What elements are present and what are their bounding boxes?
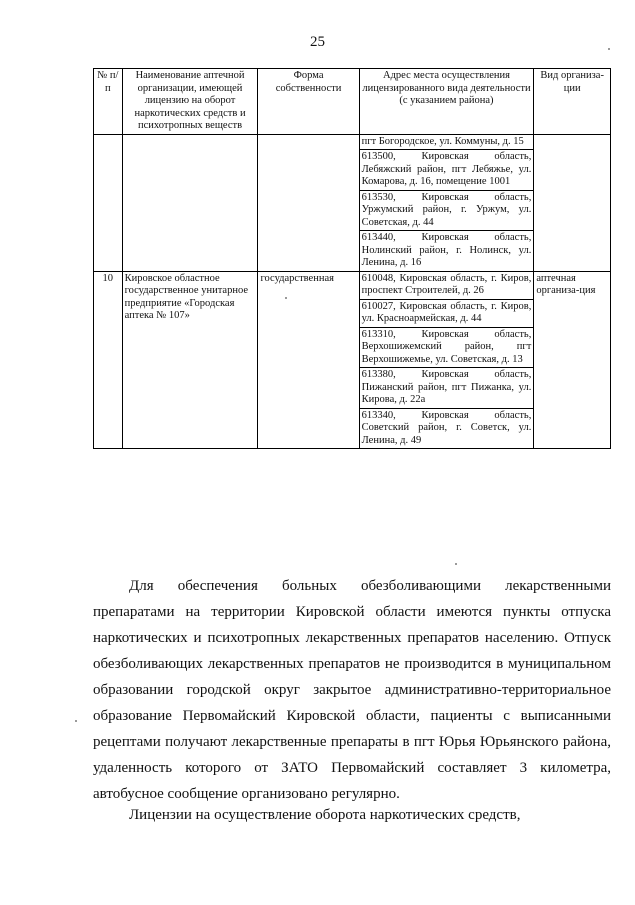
- address-cell: 613530, Кировская область, Уржумский район, г. Уржум, ул. Советская, д. 44: [359, 190, 534, 231]
- paragraph-text: Для обеспечения больных обезболивающими лекарственными препаратами на территории Кировской области имеются пункты отпуска наркотических и психотропных лекарственных препаратов населению. Отпуск обезболивающих лекарственных препаратов не производится в муниципальном образовании городской округ закрытое административно-территориальное образование Первомайский Кировской области, пациенты с выписанными рецептами получают лекарственные препараты в пгт Юрья Юрьянского района, удаленность которого от ЗАТО Первомайский составляет 3 километра, автобусное сообщение организовано регулярно.: [93, 578, 611, 802]
- table-header-row: [94, 69, 611, 135]
- address-cell: 610027, Кировская область, г. Киров, ул. Красноармейская, д. 44: [359, 299, 534, 327]
- header-ownership: Форма собственности: [258, 69, 359, 135]
- row-number: 10: [94, 271, 123, 449]
- scan-speck: [455, 563, 457, 565]
- address-cell: 610048, Кировская область, г. Киров, проспект Строителей, д. 26: [359, 271, 534, 299]
- address-cell: 613340, Кировская область, Советский район, г. Советск, ул. Ленина, д. 49: [359, 408, 534, 449]
- ownership-form: государственная: [258, 271, 359, 449]
- body-paragraph-continued: [93, 802, 611, 828]
- header-pharmacy-name: Наименование аптечной организации, имеющей лицензию на оборот наркотических средств и психотропных веществ: [122, 69, 258, 135]
- scan-speck: [608, 48, 610, 50]
- scan-speck: [285, 297, 287, 299]
- organization-type: аптечная организа-ция: [534, 271, 611, 449]
- address-cell: 613310, Кировская область, Верхошижемский район, пгт Верхошижемье, ул. Советская, д. 13: [359, 327, 534, 368]
- scan-speck: [75, 720, 77, 722]
- address-cell: 613500, Кировская область, Лебяжский район, пгт Лебяжье, ул. Комарова, д. 16, помещение 1001: [359, 150, 534, 191]
- header-address: Адрес места осуществления лицензированного вида деятельности (с указанием района): [359, 69, 534, 135]
- paragraph-text: Лицензии на осуществление оборота наркотических средств,: [129, 807, 521, 823]
- continued-ownership-cell: [258, 134, 359, 271]
- pharmacy-license-table: [93, 68, 611, 449]
- address-cell: 613380, Кировская область, Пижанский район, пгт Пижанка, ул. Кирова, д. 22а: [359, 368, 534, 409]
- continued-num-cell: [94, 134, 123, 271]
- address-cell: 613440, Кировская область, Нолинский район, г. Нолинск, ул. Ленина, д. 16: [359, 231, 534, 272]
- header-number: № п/п: [94, 69, 123, 135]
- page-number: 25: [310, 34, 325, 50]
- body-paragraph: [93, 573, 611, 807]
- continued-type-cell: [534, 134, 611, 271]
- pharmacy-name: Кировское областное государственное унитарное предприятие «Городская аптека № 107»: [122, 271, 258, 449]
- address-cell: пгт Богородское, ул. Коммуны, д. 15: [359, 134, 534, 150]
- table-row: [94, 271, 611, 299]
- table-row: [94, 134, 611, 150]
- header-org-type: Вид организа-ции: [534, 69, 611, 135]
- continued-name-cell: [122, 134, 258, 271]
